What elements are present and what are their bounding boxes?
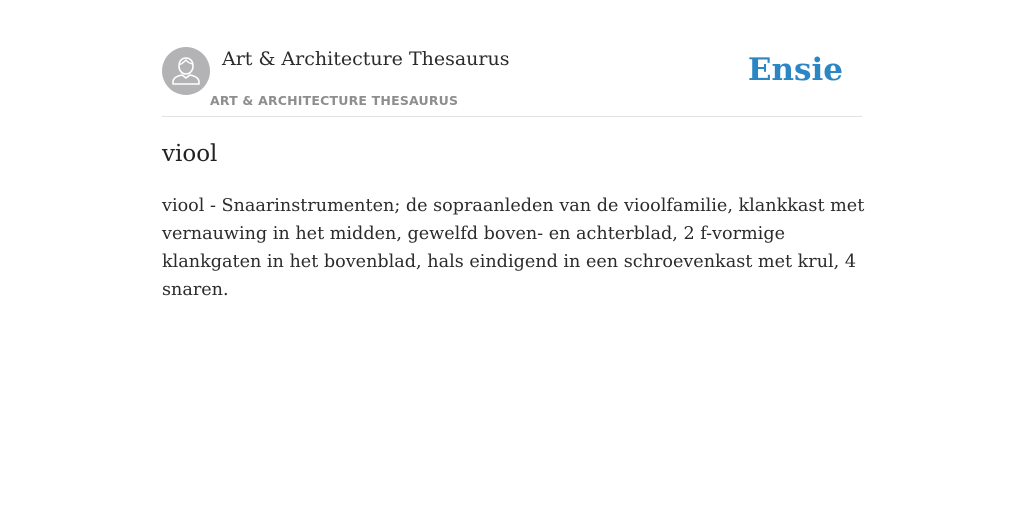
author-name[interactable]: Art & Architecture Thesaurus bbox=[222, 48, 510, 70]
entry-title: viool bbox=[162, 141, 218, 167]
brand-logo[interactable]: Ensie bbox=[747, 52, 843, 88]
entry-header bbox=[162, 47, 862, 117]
entry-definition: viool - Snaarinstrumenten; de sopraanleden van de vioolfamilie, klankkast met vernauwing in het midden, gewelfd boven- en achterblad, 2 f-vormige klankgaten in het bovenblad, hals eindigend in een schroevenkast met krul, 4 snaren. bbox=[162, 196, 865, 300]
author-subtitle[interactable]: ART & ARCHITECTURE THESAURUS bbox=[210, 93, 459, 108]
user-icon bbox=[162, 47, 210, 95]
avatar[interactable] bbox=[162, 47, 210, 95]
